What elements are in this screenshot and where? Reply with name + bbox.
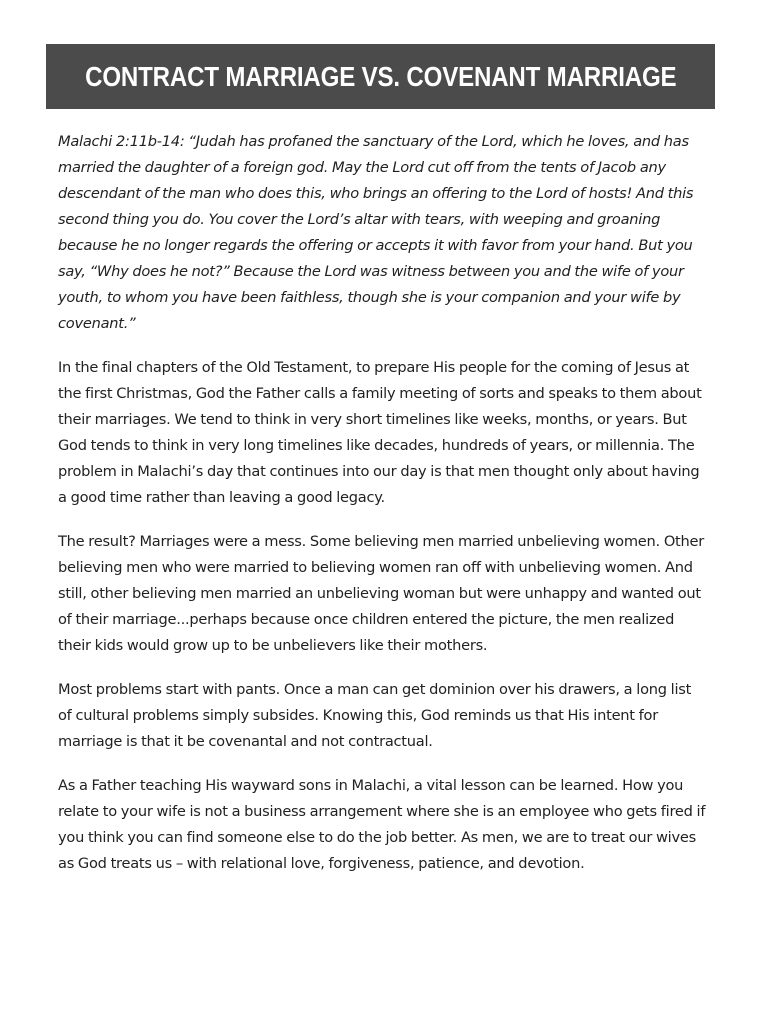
page-title: CONTRACT MARRIAGE VS. COVENANT MARRIAGE — [84, 60, 677, 92]
scripture-quote-paragraph: Malachi 2:11b-14: “Judah has profaned the sanctuary of the Lord, which he loves, and has married the daughter of a foreign god. May the Lord cut off from the tents of Jacob any descendant of the man who does this, who brings an offering to the Lord of hosts! And this second thing you do. You cover the Lord’s altar with tears, with weeping and groaning because he no longer regards the offering or accepts it with favor from your hand. But you say, “Why does he not?” Because the Lord was witness between you and the wife of your youth, to whom you have been faithless, though she is your companion and your wife by covenant.” — [58, 133, 694, 332]
body-paragraph-4: As a Father teaching His wayward sons in Malachi, a vital lesson can be learned. How you relate to your wife is not a business arrangement where she is an employee who gets fired if you think you can find someone else to do the job better. As men, we are to treat our wives as God treats us – with relational love, forgiveness, patience, and devotion. — [58, 777, 706, 872]
title-banner — [46, 44, 715, 109]
body-paragraph-3: Most problems start with pants. Once a man can get dominion over his drawers, a long list of cultural problems simply subsides. Knowing this, God reminds us that His intent for marriage is that it be covenantal and not contractual. — [58, 681, 692, 750]
body-paragraph-1: In the final chapters of the Old Testament, to prepare His people for the coming of Jesus at the first Christmas, God the Father calls a family meeting of sorts and speaks to them about their marriages. We tend to think in very short timelines like weeks, months, or years. But God tends to think in very long timelines like decades, hundreds of years, or millennia. The problem in Malachi’s day that continues into our day is that men thought only about having a good time rather than leaving a good legacy. — [58, 359, 702, 506]
article-body — [58, 129, 708, 895]
body-paragraph-2: The result? Marriages were a mess. Some believing men married unbelieving women. Other believing men who were married to believing women ran off with unbelieving women. And still, other believing men married an unbelieving woman but were unhappy and wanted out of their marriage...perhaps because once children entered the picture, the men realized their kids would grow up to be unbelievers like their mothers. — [58, 533, 704, 654]
